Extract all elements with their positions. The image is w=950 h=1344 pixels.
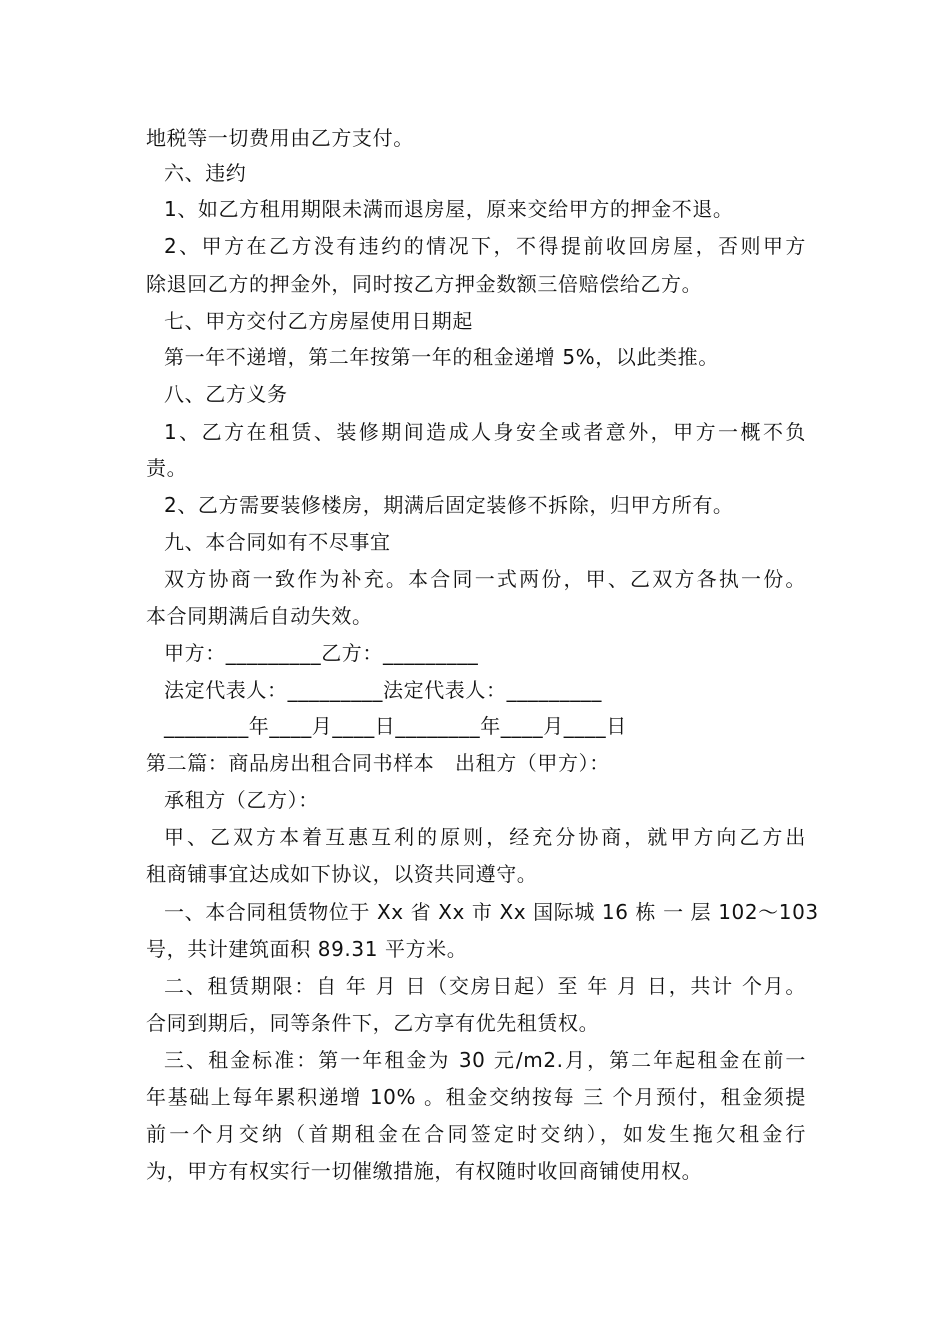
section-heading: 七、甲方交付乙方房屋使用日期起 <box>164 309 473 333</box>
text-line: 一、本合同租赁物位于 Xx 省 Xx 市 Xx 国际城 16 栋 一 层 102～103 <box>164 900 819 924</box>
text-line: 2、乙方需要装修楼房，期满后固定装修不拆除，归甲方所有。 <box>164 493 734 517</box>
text-line: 本合同期满后自动失效。 <box>146 604 373 628</box>
text-line: 除退回乙方的押金外，同时按乙方押金数额三倍赔偿给乙方。 <box>146 272 703 296</box>
text-line: 1、乙方在租赁、装修期间造成人身安全或者意外，甲方一概不负 <box>164 420 806 444</box>
signature-line: 法定代表人：_________法定代表人：_________ <box>164 678 602 702</box>
section-heading: 六、违约 <box>164 161 247 185</box>
text-line: 号，共计建筑面积 89.31 平方米。 <box>146 937 468 961</box>
section-heading: 八、乙方义务 <box>164 382 288 406</box>
text-line: 承租方（乙方）： <box>164 788 319 812</box>
text-line: 合同到期后，同等条件下，乙方享有优先租赁权。 <box>146 1011 600 1035</box>
text-line: 1、如乙方租用期限未满而退房屋，原来交给甲方的押金不退。 <box>164 197 734 221</box>
date-line: ________年____月____日________年____月____日 <box>164 714 627 738</box>
text-line: 双方协商一致作为补充。本合同一式两份，甲、乙双方各执一份。 <box>164 567 806 591</box>
text-line: 年基础上每年累积递增 10% 。租金交纳按每 三 个月预付，租金须提 <box>146 1085 806 1109</box>
text-line: 前一个月交纳（首期租金在合同签定时交纳），如发生拖欠租金行 <box>146 1122 806 1146</box>
section-title: 第二篇：商品房出租合同书样本 出租方（甲方）： <box>146 751 610 775</box>
text-line: 2、甲方在乙方没有违约的情况下，不得提前收回房屋，否则甲方 <box>164 234 806 258</box>
text-line: 二、租赁期限：自 年 月 日（交房日起）至 年 月 日，共计 个月。 <box>164 974 806 998</box>
text-line: 地税等一切费用由乙方支付。 <box>146 126 414 150</box>
text-line: 甲、乙双方本着互惠互利的原则，经充分协商，就甲方向乙方出 <box>164 825 806 849</box>
signature-line: 甲方：_________乙方：_________ <box>164 641 479 665</box>
section-heading: 九、本合同如有不尽事宜 <box>164 530 391 554</box>
text-line: 三、租金标准：第一年租金为 30 元/m2.月，第二年起租金在前一 <box>164 1048 806 1072</box>
text-line: 为，甲方有权实行一切催缴措施，有权随时收回商铺使用权。 <box>146 1159 703 1183</box>
text-line: 第一年不递增，第二年按第一年的租金递增 5%，以此类推。 <box>164 345 719 369</box>
text-line: 租商铺事宜达成如下协议，以资共同遵守。 <box>146 862 538 886</box>
text-line: 责。 <box>146 456 188 480</box>
